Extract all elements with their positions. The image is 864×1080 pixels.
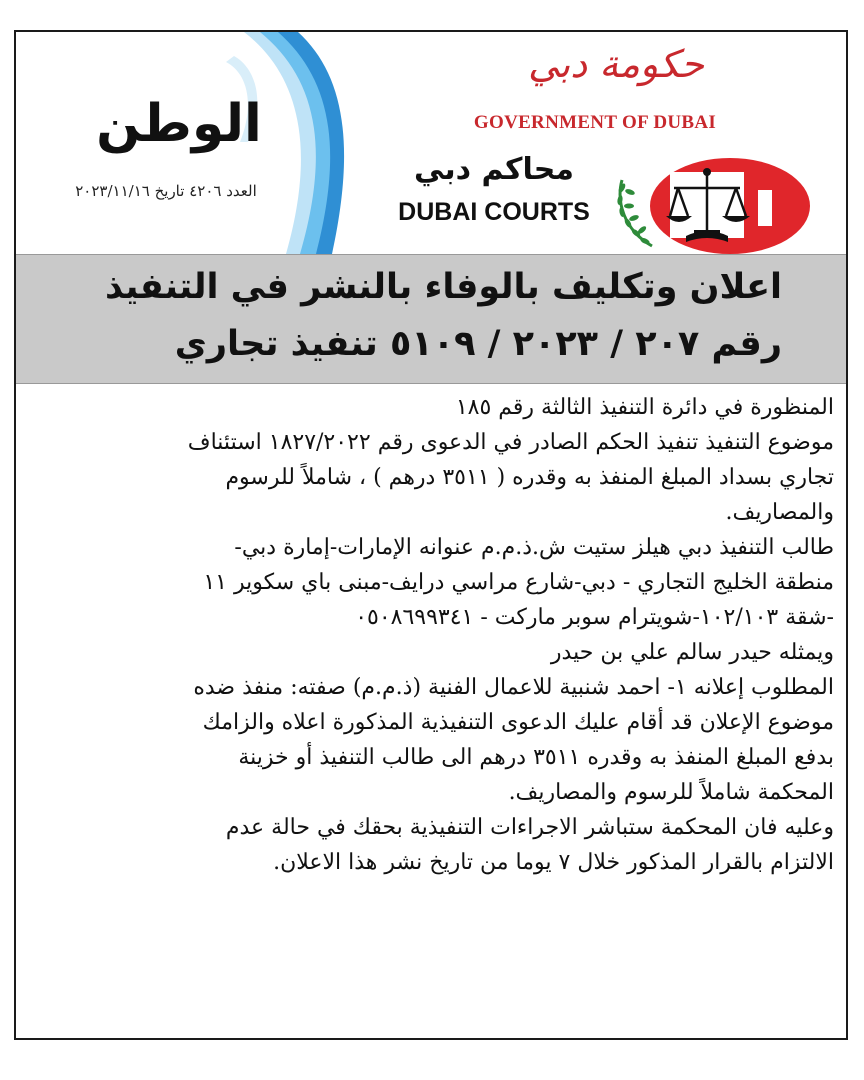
government-logo-english: GOVERNMENT OF DUBAI (473, 112, 717, 133)
body-line: بدفع المبلغ المنفذ به وقدره ٣٥١١ درهم الى طالب التنفيذ أو خزينة (238, 745, 834, 770)
body-line: وعليه فان المحكمة ستباشر الاجراءات التنفيذية بحقك في حالة عدم (225, 815, 834, 840)
notice-body (34, 390, 834, 880)
notice-title: اعلان وتكليف بالوفاء بالنشر في التنفيذ (105, 267, 782, 307)
government-logo-arabic: حكومة دبي (527, 42, 705, 86)
body-line: موضوع التنفيذ تنفيذ الحكم الصادر في الدعوى رقم ١٨٢٧/٢٠٢٢ استئناف (187, 430, 834, 455)
case-number-title: رقم ٢٠٧ / ٢٠٢٣ / ٥١٠٩ تنفيذ تجاري (174, 324, 782, 364)
body-line: المحكمة شاملاً للرسوم والمصاريف. (508, 780, 834, 805)
body-line: الالتزام بالقرار المذكور خلال ٧ يوما من تاريخ نشر هذا الاعلان. (273, 850, 834, 875)
body-line: -شقة ١٠٢/١٠٣-شويترام سوبر ماركت - ٠٥٠٨٦٩٩٣٤١ (355, 605, 834, 630)
body-line: طالب التنفيذ دبي هيلز ستيت ش.ذ.م.م عنوانه الإمارات-إمارة دبي- (234, 535, 834, 560)
courts-name-english: DUBAI COURTS (398, 198, 590, 226)
body-line: تجاري بسداد المبلغ المنفذ به وقدره ( ٣٥١١ درهم ) ، شاملاً للرسوم (225, 465, 834, 490)
issue-line: العدد ٤٢٠٦ تاريخ ٢٠٢٣/١١/١٦ (75, 182, 257, 200)
body-line: منطقة الخليج التجاري - دبي-شارع مراسي درايف-مبنى باي سكوير ١١ (203, 570, 834, 595)
body-line: موضوع الإعلان قد أقام عليك الدعوى التنفيذية المذكورة اعلاه والزامك (202, 710, 834, 735)
scales-of-justice-icon (612, 150, 812, 256)
body-line: والمصاريف. (725, 500, 834, 525)
courts-name-arabic: محاكم دبي (414, 152, 574, 187)
notice-header (16, 32, 846, 254)
body-line: المنظورة في دائرة التنفيذ الثالثة رقم ١٨٥ (455, 395, 834, 420)
body-line: المطلوب إعلانه ١- احمد شنبية للاعمال الفنية (ذ.م.م) صفته: منفذ ضده (193, 675, 834, 700)
newspaper-logo: الوطن (96, 94, 262, 154)
notice-title-band (16, 254, 846, 384)
body-line: ويمثله حيدر سالم علي بن حيدر (550, 640, 834, 665)
notice-frame (14, 30, 848, 1040)
